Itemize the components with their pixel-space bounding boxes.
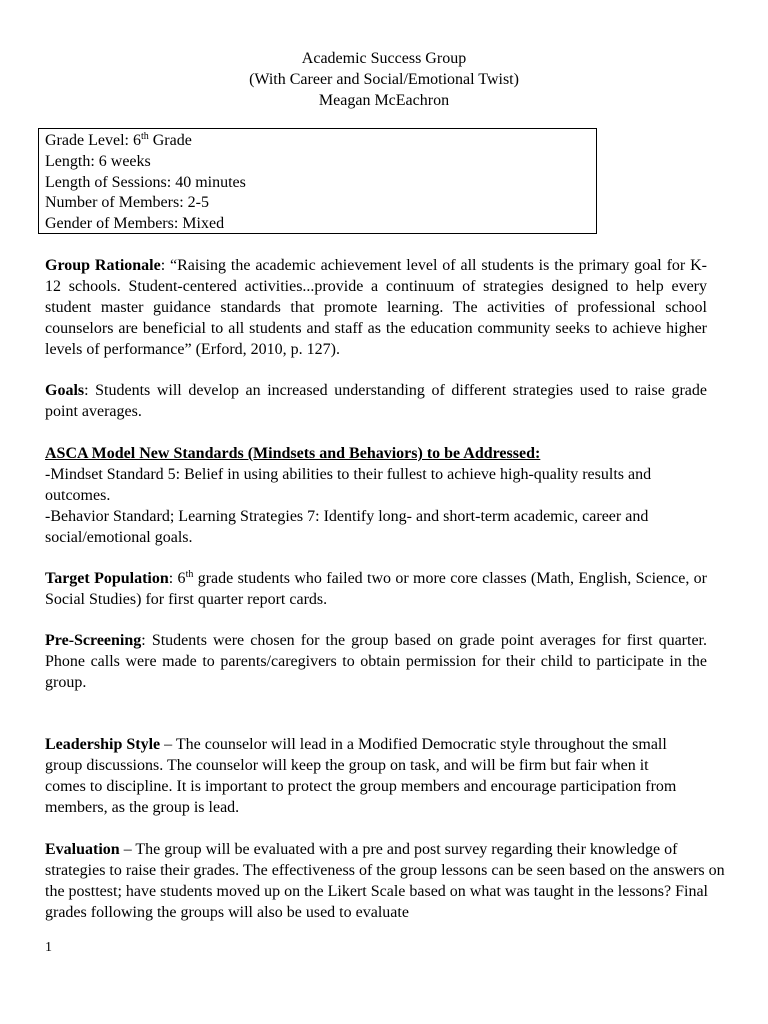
goals-label: Goals	[45, 382, 85, 399]
prescreening-text: : Students were chosen for the group based on grade point averages for first quarter. Phone calls were made to parents/caregivers to obtain permission for their child to participate in the group.	[45, 632, 707, 691]
document-header	[0, 48, 768, 111]
group-info-box	[38, 128, 597, 234]
session-length-line: Length of Sessions: 40 minutes	[45, 173, 246, 191]
target-population-label: Target Population	[45, 570, 169, 587]
evaluation-paragraph	[45, 839, 725, 923]
asca-behavior-standard: -Behavior Standard; Learning Strategies 7: Identify long- and short-term academic, career and social/emotional goals.	[45, 508, 649, 546]
prescreening-label: Pre-Screening	[45, 632, 142, 649]
document-author: Meagan McEachron	[318, 92, 450, 109]
rationale-label: Group Rationale	[45, 257, 161, 274]
evaluation-label: Evaluation	[45, 841, 120, 858]
document-subtitle: (With Career and Social/Emotional Twist)	[249, 71, 519, 88]
target-population-text: grade students who failed two or more core classes (Math, English, Science, or Social Studies) for first quarter report cards.	[45, 570, 707, 608]
document-title: Academic Success Group	[301, 50, 467, 67]
grade-level-ordinal: th	[140, 131, 149, 142]
grade-level-suffix: Grade	[148, 132, 192, 149]
rationale-text: : “Raising the academic achievement level of all students is the primary goal for K-12 schools. Student-centered activities...provide a continuum of strategies designed to help every student master guidance standards that promote learning. The activities of professional school counselors are beneficial to all students and staff as the education community seeks to achieve higher levels of performance” (Erford, 2010, p. 127).	[45, 257, 707, 358]
prescreening-paragraph	[45, 630, 707, 693]
length-line: Length: 6 weeks	[45, 152, 151, 170]
target-population-prefix: : 6	[168, 570, 186, 587]
leadership-text: – The counselor will lead in a Modified Democratic style throughout the small group discussions. The counselor will keep the group on task, and will be firm but fair when it comes to discipline. It is important to protect the group members and encourage participation from members, as the group is lead.	[45, 736, 677, 816]
target-population-paragraph	[45, 568, 707, 610]
goals-text: : Students will develop an increased understanding of different strategies used to raise grade point averages.	[45, 382, 707, 420]
gender-line: Gender of Members: Mixed	[45, 215, 225, 233]
goals-paragraph	[45, 380, 707, 422]
leadership-paragraph	[45, 734, 685, 818]
target-population-ordinal: th	[185, 569, 194, 580]
grade-level-line	[45, 131, 590, 152]
rationale-paragraph	[45, 255, 707, 360]
asca-heading: ASCA Model New Standards (Mindsets and Behaviors) to be Addressed:	[45, 445, 541, 462]
page-number: 1	[45, 940, 52, 955]
asca-mindset-standard: -Mindset Standard 5: Belief in using abilities to their fullest to achieve high-quality results and outcomes.	[45, 466, 652, 504]
leadership-label: Leadership Style	[45, 736, 161, 753]
evaluation-text: – The group will be evaluated with a pre and post survey regarding their knowledge of strategies to raise their grades. The effectiveness of the group lessons can be seen based on the answers on the posttest; have students moved up on the Likert Scale based on what was taught in the lessons? Final grades following the groups will also be used to evaluate	[45, 841, 725, 921]
members-line: Number of Members: 2-5	[45, 194, 209, 212]
asca-section	[45, 443, 707, 548]
grade-level-text: Grade Level: 6	[45, 132, 141, 149]
